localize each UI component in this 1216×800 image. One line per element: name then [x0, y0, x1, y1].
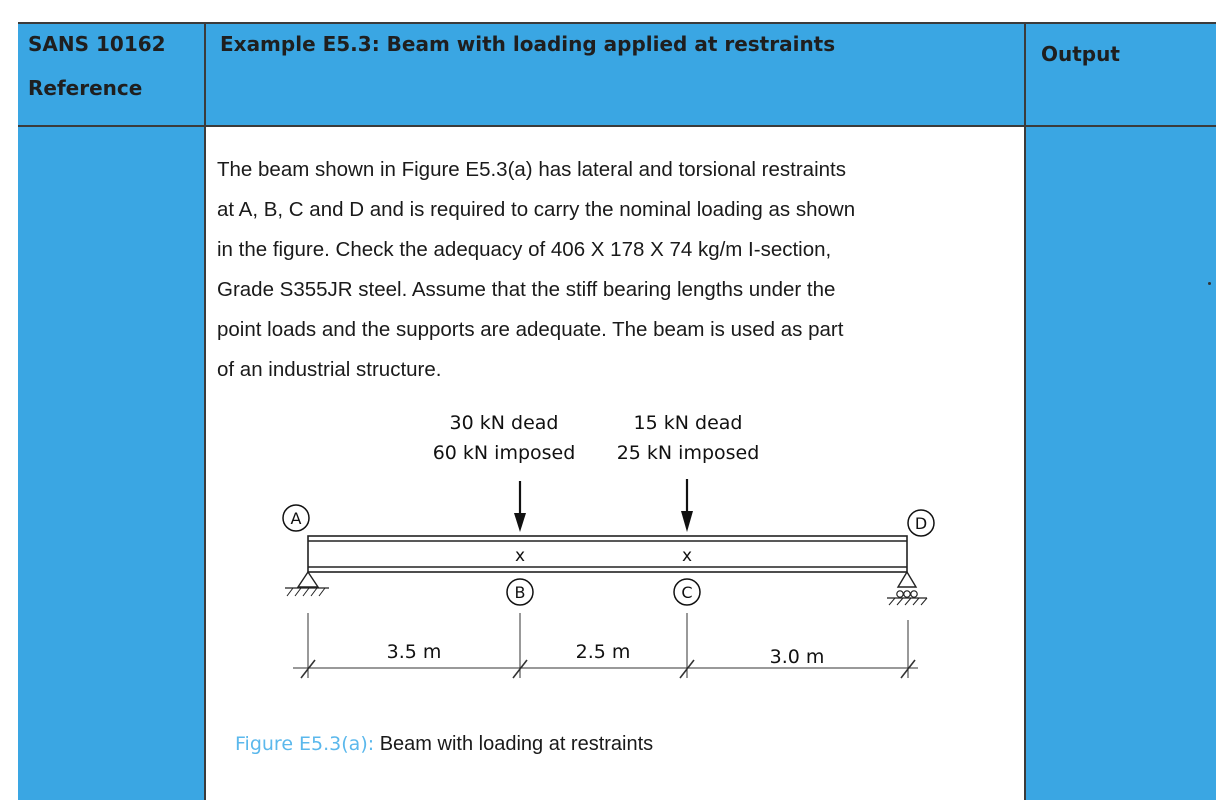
- output-heading: Output: [1041, 42, 1120, 66]
- restraint-label-d: [908, 510, 934, 536]
- load-b-imposed-label: 60 kN imposed: [432, 442, 576, 464]
- restraint-label-a: [283, 505, 309, 531]
- load-c-dead-label: 15 kN dead: [633, 412, 743, 434]
- statement-line: The beam shown in Figure E5.3(a) has lateral and torsional restraints: [217, 158, 846, 181]
- reference-subheading: Reference: [28, 76, 143, 100]
- scan-speck: [1208, 282, 1211, 285]
- load-arrow-b: [514, 481, 526, 532]
- statement-line: point loads and the supports are adequate. The beam is used as part: [217, 318, 844, 341]
- load-c-imposed-label: 25 kN imposed: [616, 442, 760, 464]
- restraint-b-text: B: [514, 583, 526, 602]
- roller-support-d: [887, 572, 927, 605]
- restraint-d-text: D: [914, 514, 928, 533]
- load-arrow-c: [681, 479, 693, 532]
- table-border-header: [18, 125, 1216, 127]
- i-section-beam: [308, 536, 907, 572]
- pin-support-a: [285, 572, 329, 596]
- output-column: [1025, 23, 1216, 800]
- example-title: Example E5.3: Beam with loading applied at restraints: [220, 32, 836, 56]
- restraint-c-text: C: [681, 583, 693, 602]
- restraint-label-b: [507, 579, 533, 605]
- reference-heading: SANS 10162: [28, 32, 166, 56]
- restraint-a-text: A: [290, 509, 302, 528]
- reference-column: [18, 23, 205, 800]
- span-ab-label: 3.5 m: [386, 641, 442, 663]
- figure-caption: [235, 733, 653, 756]
- problem-statement: [217, 150, 1017, 390]
- restraint-mark-b: x: [514, 546, 526, 566]
- figure-caption-label: Figure E5.3(a):: [235, 733, 375, 755]
- beam-figure: [205, 395, 1025, 705]
- table-border-top: [18, 22, 1216, 24]
- statement-line: at A, B, C and D and is required to carry the nominal loading as shown: [217, 198, 856, 221]
- statement-line: of an industrial structure.: [217, 358, 442, 381]
- figure-caption-text: Beam with loading at restraints: [374, 733, 654, 755]
- statement-line: Grade S355JR steel. Assume that the stiff bearing lengths under the: [217, 278, 836, 301]
- statement-line: in the figure. Check the adequacy of 406 X 178 X 74 kg/m I-section,: [217, 238, 832, 261]
- span-cd-label: 3.0 m: [769, 646, 825, 668]
- span-bc-label: 2.5 m: [575, 641, 631, 663]
- load-b-dead-label: 30 kN dead: [449, 412, 559, 434]
- restraint-label-c: [674, 579, 700, 605]
- restraint-mark-c: x: [681, 546, 693, 566]
